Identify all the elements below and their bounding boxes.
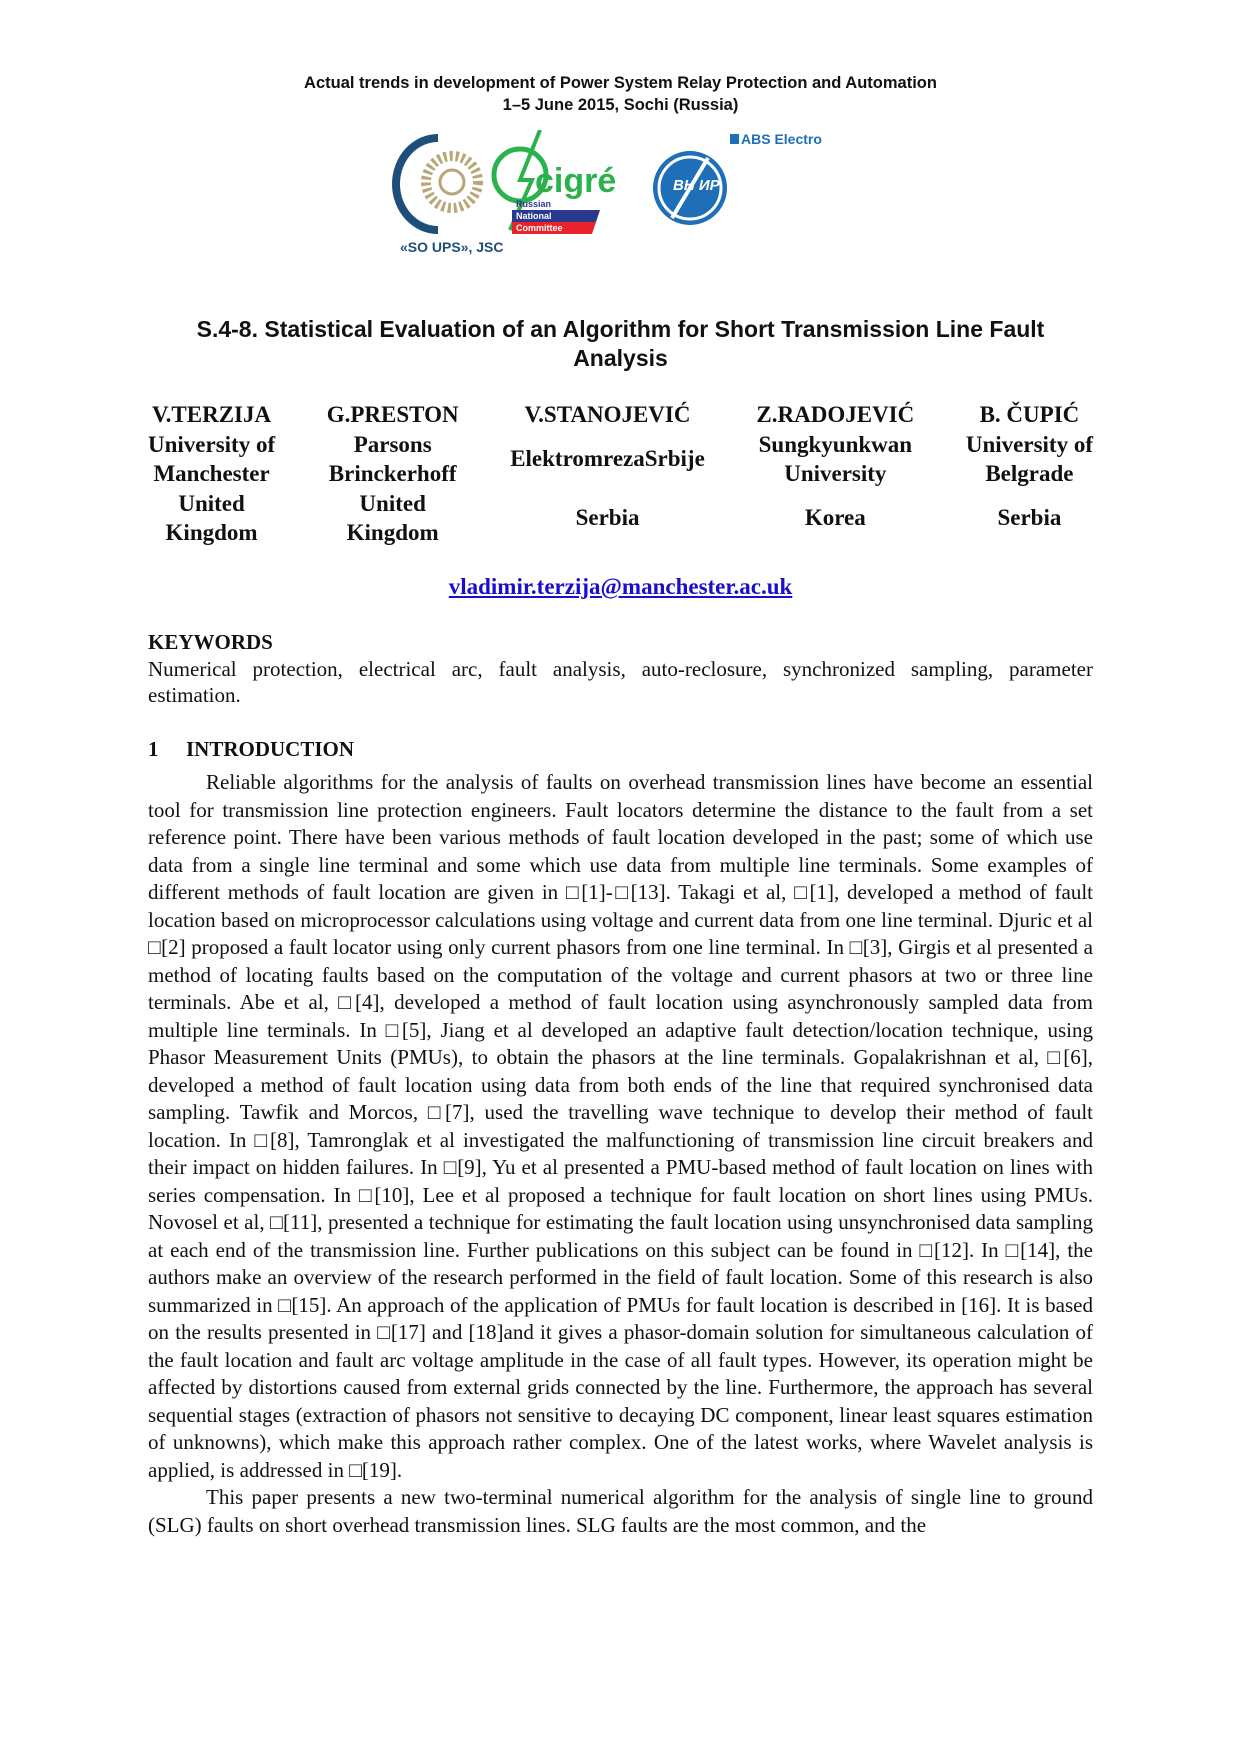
section-number: 1 — [148, 737, 159, 761]
sponsor-logos — [370, 130, 850, 255]
author-list — [148, 400, 1093, 548]
aff-line: Parsons — [353, 431, 432, 457]
abs-electro-logo — [730, 131, 822, 147]
country-line: Kingdom — [346, 520, 439, 545]
svg-text:Committee: Committee — [516, 223, 563, 233]
logos-graphic — [370, 130, 850, 255]
keywords-heading: KEYWORDS — [148, 630, 273, 654]
author-country — [166, 489, 258, 548]
aff-line: University of — [148, 431, 276, 457]
conference-date: 1–5 June 2015, Sochi (Russia) — [502, 96, 739, 114]
paragraph: Reliable algorithms for the analysis of faults on overhead transmission lines have become an essential tool for transmission line protection engineers. Fault locators determine the distance to the fault from a set reference point. There have been various methods of fault location developed in the past; some of which use data from a single line terminal and some which use data from multiple line terminals. Some examples of different methods of fault location are given in □[1]-□[13]. Takagi et al, □[1], developed a method of fault location based on microprocessor calculations using voltage and current data from one line terminal. Djuric et al □[2] proposed a fault locator using only current phasors from one line terminal. In □[3], Girgis et al presented a method of locating faults based on the computation of the voltage and current phasors at two or three line terminals. Abe et al, □[4], developed a method of fault location using asynchronously sampled data from multiple line terminals. In □[5], Jiang et al developed an adaptive fault detection/location technique, using Phasor Measurement Units (PMUs), to obtain the phasors at the line terminals. Gopalakrishnan et al, □[6], developed a method of fault location using data from both ends of the line that required synchronised data sampling. Tawfik and Morcos, □[7], used the travelling wave technique to develop their method of fault location. In □[8], Tamronglak et al investigated the malfunctioning of transmission line circuit breakers and their impact on hidden failures. In □[9], Yu et al presented a PMU-based method of fault location on lines with series compensation. In □[10], Lee et al proposed a technique for fault location on short lines using PMUs. Novosel et al, □[11], presented a technique for estimating the fault location using unsynchronised data sampling at each end of the transmission line. Further publications on this subject can be found in □[12]. In □[14], the authors make an overview of the research performed in the field of fault location. Some of this research is also summarized in □[15]. An approach of the application of PMUs for fault location is described in [16]. It is based on the results presented in □[17] and [18]and it gives a phasor-domain solution for simultaneous calculation of the fault location and fault arc voltage amplitude in the case of all fault types. However, its operation might be affected by distortions caused from external grids connected by the line. Furthermore, the approach has several sequential stages (extraction of phasors not sensitive to decaying DC component, linear least squares estimation of unknowns), which make this approach rather complex. One of the latest works, where Wavelet analysis is applied, is addressed in □[19]. — [148, 770, 1093, 1482]
cigre-logo — [494, 130, 616, 234]
author-affiliation — [329, 430, 457, 489]
author-affiliation — [966, 430, 1093, 489]
aff-line: University of — [965, 431, 1093, 457]
author-country — [347, 489, 439, 548]
author-affiliation: ElektromrezaSrbije — [510, 446, 705, 472]
svg-text:cigré: cigré — [535, 162, 617, 200]
author-name: V.TERZIJA — [152, 402, 272, 427]
author — [148, 400, 275, 548]
author — [327, 400, 459, 548]
author-affiliation — [759, 430, 912, 489]
aff-line: Manchester — [153, 461, 270, 486]
so-ups-logo — [396, 138, 504, 255]
conference-title: Actual trends in development of Power System Relay Protection and Automation — [304, 74, 937, 92]
author-country: Serbia — [997, 505, 1062, 531]
country-line: United — [178, 490, 245, 516]
paper-title-line-1: S.4-8. Statistical Evaluation of an Algorithm for Short Transmission Line Fault — [196, 316, 1045, 342]
body-text — [148, 769, 1093, 1539]
author-country: Serbia — [575, 505, 640, 531]
paragraph: This paper presents a new two-terminal numerical algorithm for the analysis of single line to ground (SLG) faults on short overhead transmission lines. SLG faults are the most common, and the — [148, 1485, 1093, 1537]
author-name: V.STANOJEVIĆ — [524, 402, 691, 427]
aff-line: Belgrade — [985, 461, 1074, 486]
keywords-text: Numerical protection, electrical arc, fault analysis, auto-reclosure, synchronized sampling, parameter estimation. — [148, 657, 1093, 707]
svg-text:Russian: Russian — [516, 199, 552, 209]
aff-line: Brinckerhoff — [328, 461, 457, 486]
aff-line: University — [784, 461, 887, 486]
author — [966, 400, 1093, 548]
aff-line: Sungkyunkwan — [758, 431, 913, 457]
contact-email — [0, 574, 1241, 600]
svg-text:«SO UPS», JSC: «SO UPS», JSC — [400, 239, 504, 255]
author-name: G.PRESTON — [326, 402, 459, 427]
vniir-logo — [653, 151, 727, 225]
country-line: United — [359, 490, 426, 516]
abs-electro-label: ABS Electro — [741, 131, 822, 147]
author — [510, 400, 705, 548]
author-affiliation — [148, 430, 275, 489]
section-heading — [148, 737, 354, 762]
author — [756, 400, 914, 548]
abs-mark-icon — [730, 134, 739, 144]
country-line: Kingdom — [165, 520, 258, 545]
email-link[interactable]: vladimir.terzija@manchester.ac.uk — [448, 574, 793, 599]
author-name: B. ČUPIĆ — [979, 402, 1080, 427]
author-name: Z.RADOJEVIĆ — [756, 402, 915, 427]
svg-text:National: National — [516, 211, 552, 221]
author-country: Korea — [804, 505, 866, 531]
svg-text:ВН ИР: ВН ИР — [673, 177, 720, 194]
section-title: INTRODUCTION — [186, 737, 355, 761]
paper-title — [148, 315, 1093, 373]
paper-title-line-2: Analysis — [573, 345, 668, 371]
